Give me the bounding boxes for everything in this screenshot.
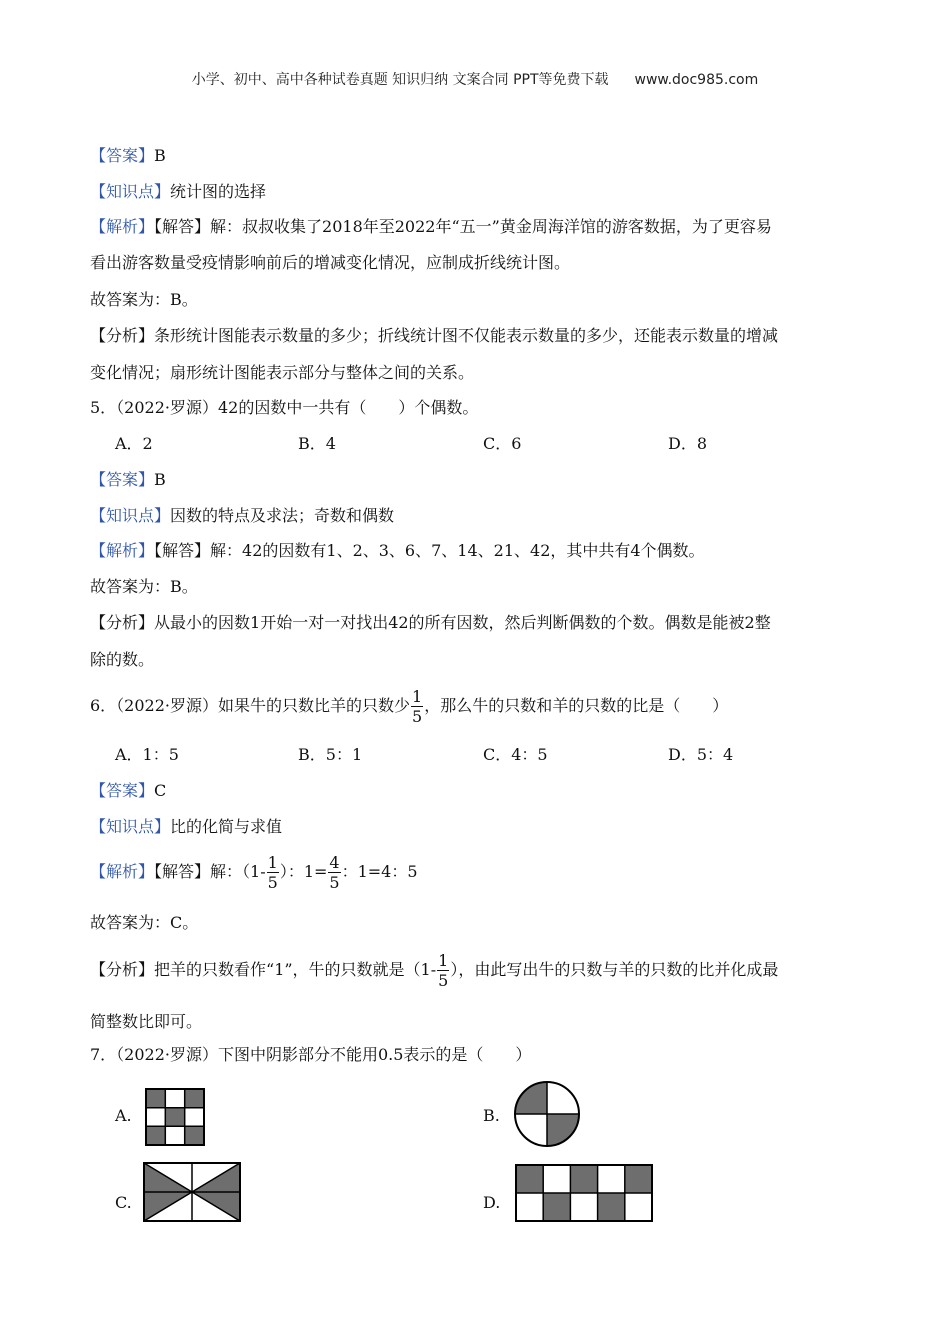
q4-analysis-1: 解：叔叔收集了2018年至2022年“五一”黄金周海洋馆的游客数据，为了更容易 (210, 217, 772, 236)
analysis-tag: 【解析】 (90, 217, 155, 236)
page-header (0, 69, 950, 89)
q5-analysis: 解：42的因数有1、2、3、6、7、14、21、42，其中共有4个偶数。 (210, 541, 705, 560)
figure-b-circle (513, 1080, 581, 1148)
q6-knowledge: 比的化简与求值 (170, 817, 283, 836)
q6-stem-pre: 6．（2022·罗源）如果牛的只数比羊的只数少 (90, 696, 410, 715)
q4-answer-line (90, 145, 166, 167)
solution-tag: 【解答】 (154, 217, 211, 236)
q7-stem: 7．（2022·罗源）下图中阴影部分不能用0.5表示的是（ ） (90, 1045, 532, 1064)
q4-remark-line-1 (90, 325, 778, 347)
fraction-numerator: 4 (329, 853, 340, 872)
q6-option-d: D．5：4 (668, 745, 734, 764)
q6-option-c: C．4：5 (483, 745, 548, 764)
q4-knowledge-line (90, 181, 266, 203)
q6-remark-line-2: 简整数比即可。 (90, 1012, 203, 1031)
q5-option-a: A．2 (115, 434, 153, 453)
q5-analysis-line (90, 540, 705, 562)
q7-label-b: B. (483, 1106, 500, 1125)
q6-remark-fraction (437, 951, 449, 990)
solution-tag: 【解答】 (154, 862, 211, 881)
remark-tag: 【分析】 (90, 960, 155, 979)
fraction-numerator: 1 (412, 687, 423, 706)
q5-stem: 5．（2022·罗源）42的因数中一共有（ ）个偶数。 (90, 398, 479, 417)
q6-stem (90, 685, 728, 727)
answer-tag: 【答案】 (90, 781, 155, 800)
q5-knowledge-line (90, 505, 394, 527)
q5-option-d: D．8 (668, 434, 708, 453)
q6-stem-fraction (411, 687, 423, 726)
fraction-denominator: 5 (267, 873, 278, 892)
q5-option-b: B．4 (298, 434, 336, 453)
q4-remark-line-2: 变化情况；扇形统计图能表示部分与整体之间的关系。 (90, 363, 475, 382)
q4-analysis-line-2: 看出游客数量受疫情影响前后的增减变化情况，应制成折线统计图。 (90, 253, 571, 272)
answer-tag: 【答案】 (90, 470, 155, 489)
figure-d-checker (515, 1164, 653, 1222)
solution-tag: 【解答】 (154, 541, 211, 560)
q6-option-b: B．5：1 (298, 745, 363, 764)
q5-remark-line-1 (90, 612, 771, 634)
q6-knowledge-line (90, 816, 282, 838)
shaded-cells (146, 1089, 204, 1145)
q6-calc-a: 解：（1- (210, 862, 266, 881)
q6-conclusion: 故答案为：C。 (90, 913, 199, 932)
q5-answer-line (90, 469, 166, 491)
q4-knowledge: 统计图的选择 (170, 182, 267, 201)
header-title: 小学、初中、高中各种试卷真题 知识归纳 文案合同 PPT等免费下载 (191, 72, 609, 88)
q5-conclusion: 故答案为：B。 (90, 577, 198, 596)
knowledge-tag: 【知识点】 (90, 817, 171, 836)
remark-tag: 【分析】 (90, 326, 155, 345)
q4-analysis-line-1 (90, 216, 772, 238)
figure-c-bowtie (143, 1162, 241, 1222)
q5-remark-line-2: 除的数。 (90, 650, 155, 669)
q6-stem-post: ，那么牛的只数和羊的只数的比是（ ） (424, 696, 729, 715)
fraction-denominator: 5 (412, 707, 423, 726)
fraction-denominator: 5 (438, 971, 449, 990)
header-url[interactable]: www.doc985.com (634, 72, 759, 88)
answer-tag: 【答案】 (90, 146, 155, 165)
q5-answer: B (154, 470, 166, 489)
q4-remark-1: 条形统计图能表示数量的多少；折线统计图不仅能表示数量的多少，还能表示数量的增减 (154, 326, 779, 345)
q7-label-a: A. (115, 1106, 132, 1125)
fraction-numerator: 1 (438, 951, 449, 970)
analysis-tag: 【解析】 (90, 541, 155, 560)
q7-label-c: C. (115, 1193, 132, 1212)
q6-analysis-line (90, 852, 418, 892)
analysis-tag: 【解析】 (90, 862, 155, 881)
knowledge-tag: 【知识点】 (90, 182, 171, 201)
q6-remark-line-1 (90, 950, 778, 990)
q5-option-c: C．6 (483, 434, 522, 453)
q6-remark-post: ），由此写出牛的只数与羊的只数的比并化成最 (450, 960, 779, 979)
q5-knowledge: 因数的特点及求法；奇数和偶数 (170, 506, 395, 525)
q5-remark-1: 从最小的因数1开始一对一对找出42的所有因数，然后判断偶数的个数。偶数是能被2整 (154, 613, 771, 632)
q6-option-a: A．1：5 (115, 745, 179, 764)
figure-a-grid (145, 1088, 205, 1146)
fraction-numerator: 1 (267, 853, 278, 872)
q4-answer: B (154, 146, 166, 165)
q6-calc-c: ：1=4：5 (341, 862, 418, 881)
q6-calc-b: ）：1= (279, 862, 328, 881)
q6-calc-fraction-2 (328, 853, 340, 892)
remark-tag: 【分析】 (90, 613, 155, 632)
q6-calc-fraction-1 (267, 853, 279, 892)
knowledge-tag: 【知识点】 (90, 506, 171, 525)
q7-label-d: D. (483, 1193, 501, 1212)
q6-answer: C (154, 781, 167, 800)
q6-remark-pre: 把羊的只数看作“1”，牛的只数就是（1- (154, 960, 437, 979)
fraction-denominator: 5 (329, 873, 340, 892)
q6-answer-line (90, 780, 166, 802)
q4-conclusion: 故答案为：B。 (90, 290, 198, 309)
